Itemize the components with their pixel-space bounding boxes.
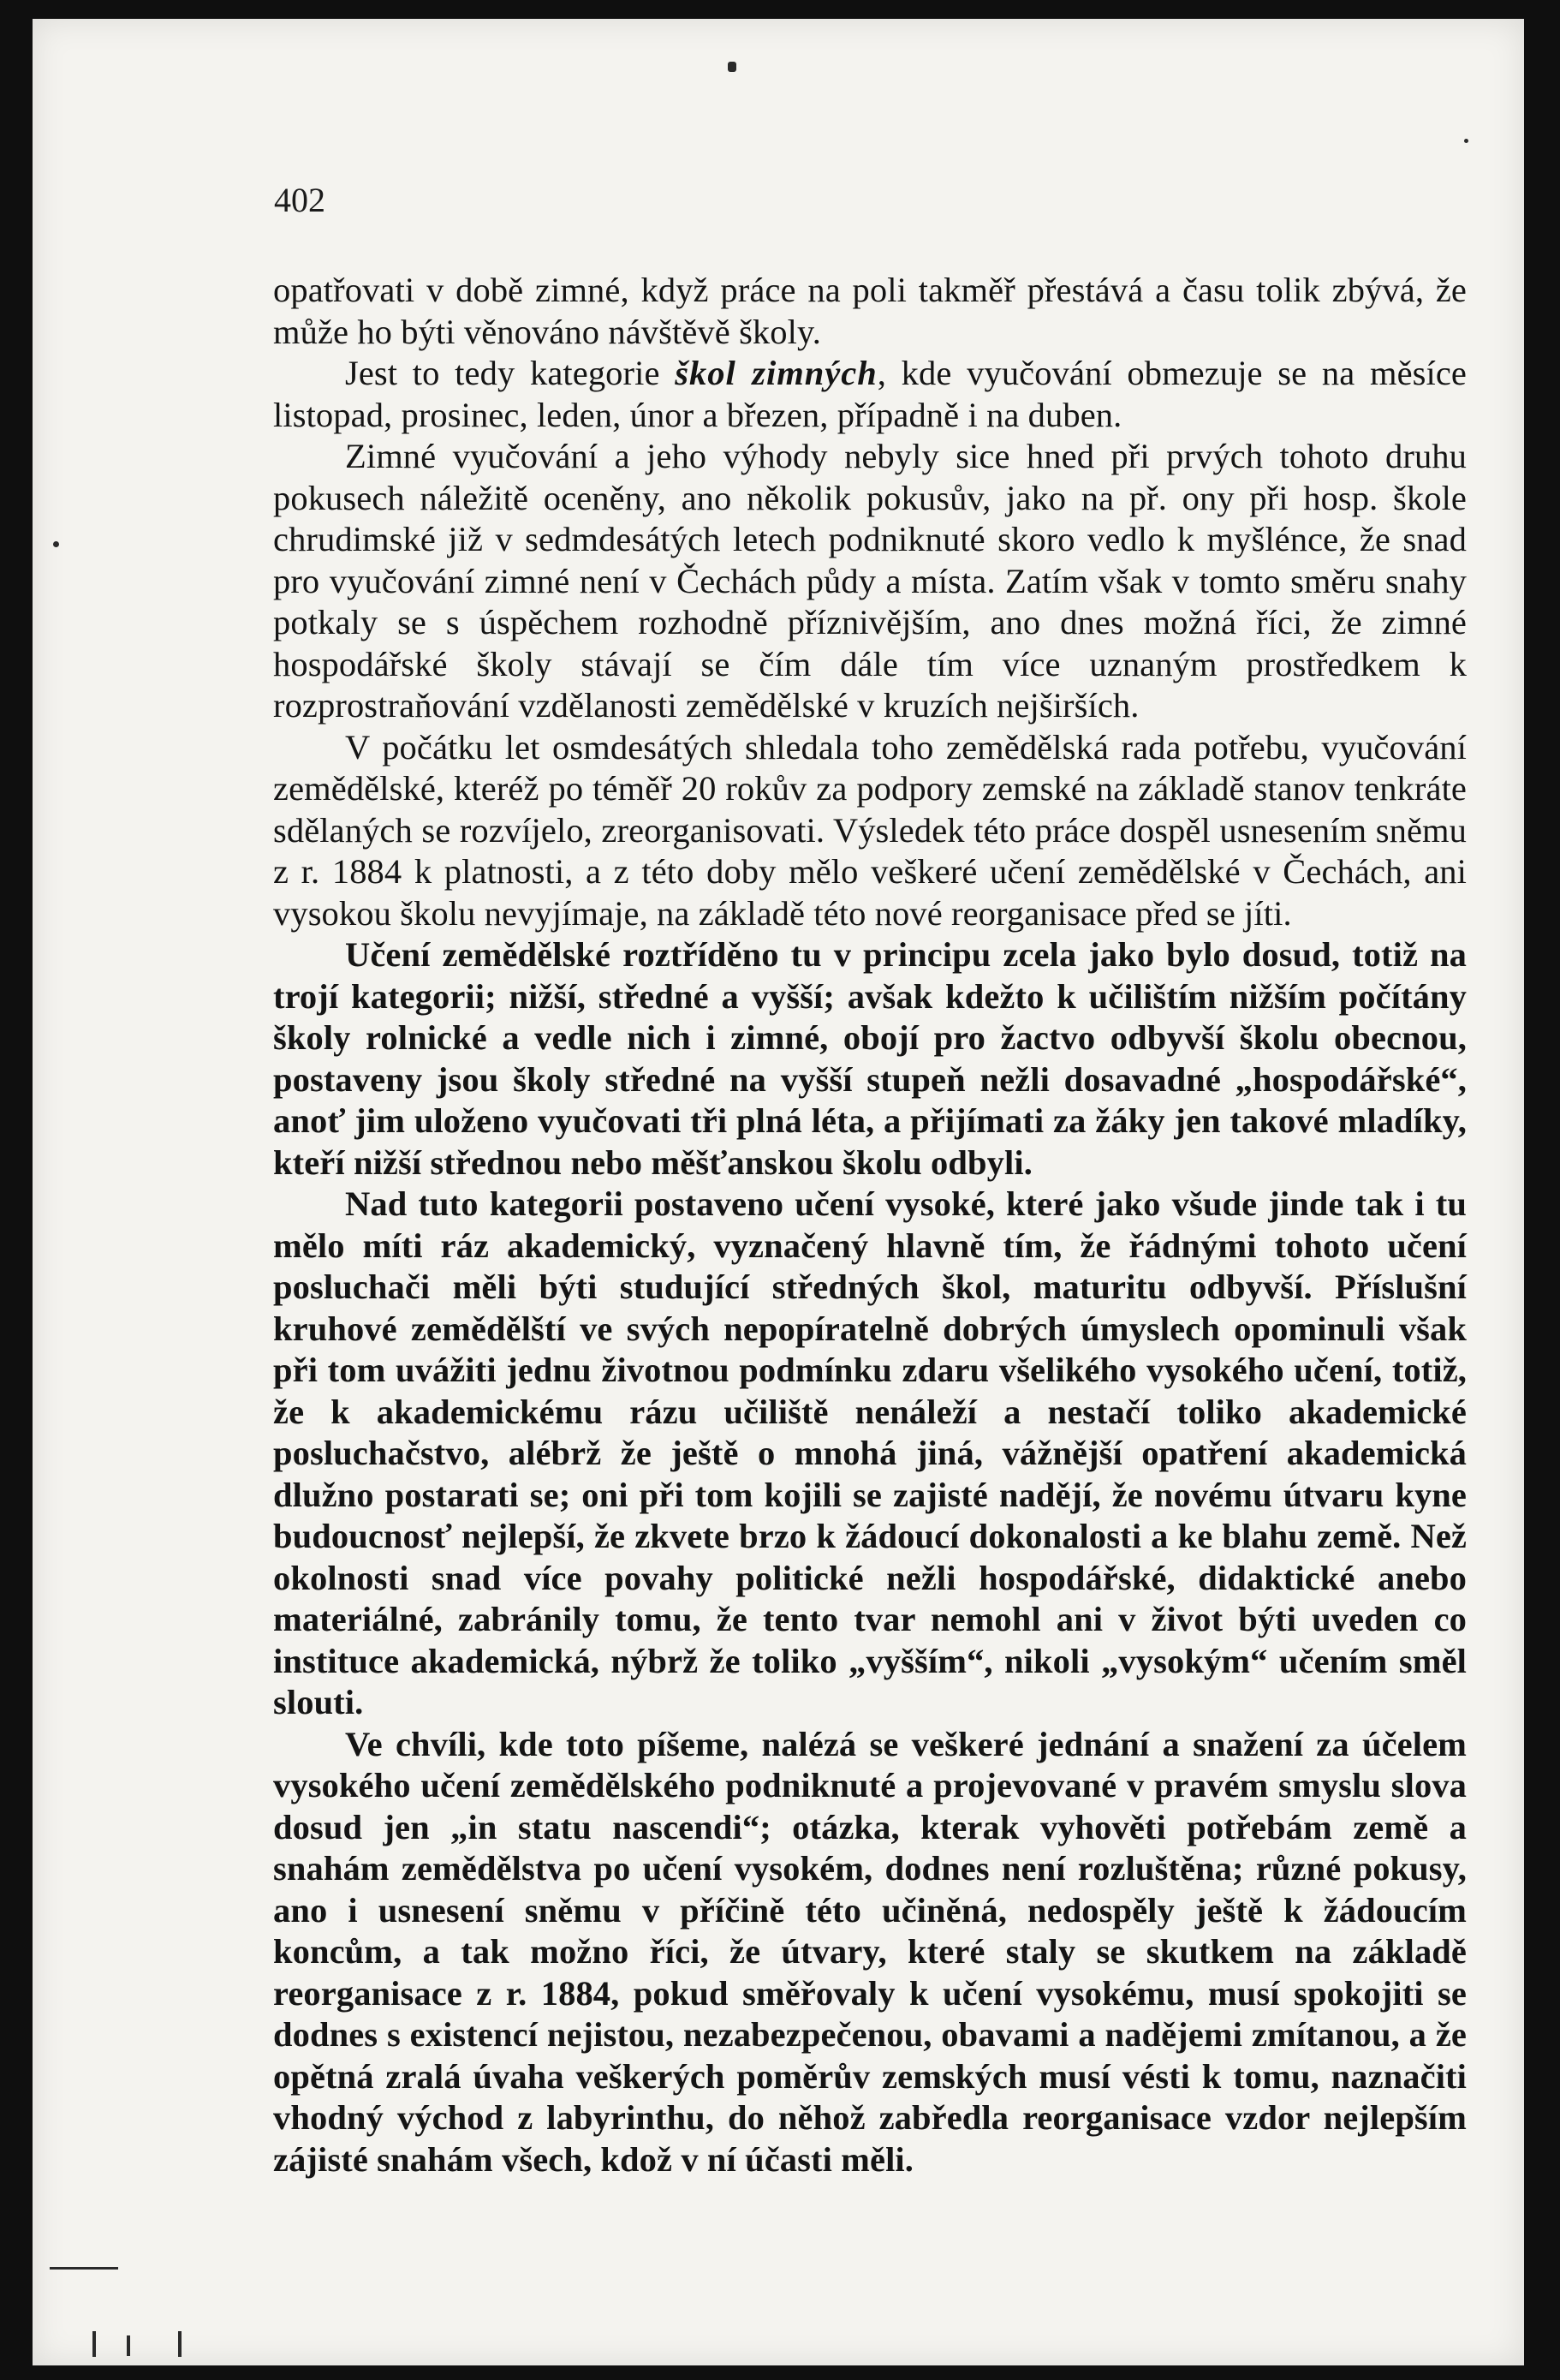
scan-ticks-bottom-2 bbox=[127, 2335, 130, 2356]
paragraph-5: Učení zemědělské roztříděno tu v principu zcela jako bylo dosud, totiž na trojí kategorii; nižší, středné a vyšší; avšak kdežto k učilištím nižším počítány školy rolnické a vedle nich i zimné, obojí pro žactvo odbyvší školu obecnou, postaveny jsou školy středné na vyšší stupeň nežli dosavadné „hospodářské“, anoť jim uloženo vyučovati tři plná léta, a přijímati za žáky jen takové mladíky, kteří nižší střednou nebo měšťanskou školu odbyli. bbox=[273, 935, 1467, 1182]
scan-speck-left bbox=[53, 541, 59, 547]
paragraph-2 bbox=[273, 353, 1467, 436]
scan-ticks-bottom bbox=[92, 2331, 96, 2357]
paragraph-1: opatřovati v době zimné, když práce na poli takměř přestává a času tolik zbývá, že může ho býti věnováno návštěvě školy. bbox=[273, 271, 1467, 351]
scan-dash-bottom bbox=[50, 2267, 118, 2270]
paragraph-7: Ve chvíli, kde toto píšeme, nalézá se veškeré jednání a snažení za účelem vysokého učení zemědělského podniknuté a projevované v pravém smyslu slova dosud jen „in statu nascendi“; otázka, kterak vyhověti potřebám země a snahám zemědělstva po učení vysokém, dodnes není rozluštěna; různé pokusy, ano i usnesení sněmu v příčině této učiněná, nedospěly ještě k žádoucím koncům, a tak možno říci, že útvary, které staly se skutkem na základě reorganisace z r. 1884, pokud směřovaly k učení vysokému, musí spokojiti se dodnes s existencí nejistou, nezabezpečenou, obavami a nadějemi zmítanou, a že opětná zralá úvaha veškerých poměrův zemských musí vésti k tomu, naznačiti vhodný východ z labyrinthu, do něhož zabředla reorganisace vzdor nejlepším zájisté snahám všech, kdož v ní účasti měli. bbox=[273, 1724, 1467, 2179]
scan-ticks-bottom-3 bbox=[178, 2331, 182, 2357]
scan-speck-right bbox=[1464, 139, 1468, 143]
body-text bbox=[273, 270, 1467, 2180]
paragraph-4: V počátku let osmdesátých shledala toho zemědělská rada potřebu, vyučování zemědělské, kteréž po téměř 20 rokův za podpory zemské na základě stanov tenkráte sdělaných se rozvíjelo, zreorganisovati. Výsledek této práce dospěl usnesením sněmu z r. 1884 k platnosti, a z této doby mělo veškeré učení zemědělské v Čechách, ani vysokou školu nevyjímaje, na základě této nové reorganisace před se jíti. bbox=[273, 727, 1467, 933]
paragraph-2-lead: Jest to tedy kategorie bbox=[345, 354, 676, 392]
term-skol-zimnych: škol zimných bbox=[675, 354, 878, 392]
scan-speck-top bbox=[728, 62, 736, 72]
scanned-page bbox=[33, 19, 1524, 2365]
paragraph-6: Nad tuto kategorii postaveno učení vysoké, které jako všude jinde tak i tu mělo míti ráz akademický, vyznačený hlavně tím, že řádnými tohoto učení posluchači měli býti studující středných škol, maturitu odbyvší. Příslušní kruhové zemědělští ve svých nepopíratelně dobrých úmyslech opominuli však při tom uvážiti jednu životnou podmínku zdaru všelikého vysokého učení, totiž, že k akademickému rázu učiliště nenáleží a nestačí toliko akademické posluchačstvo, alébrž že ještě o mnohá jiná, vážnější opatření akademická dlužno postarati se; oni při tom kojili se zajisté nadějí, že novému útvaru kyne budoucnosť nejlepší, že zkvete brzo k žádoucí dokonalosti a ke blahu země. Než okolnosti snad více povahy politické nežli hospodářské, didaktické anebo materiálné, zabránily tomu, že tento tvar nemohl ani v život býti uveden co instituce akademická, nýbrž že toliko „vyšším“, nikoli „vysokým“ učením směl slouti. bbox=[273, 1184, 1467, 1721]
paragraph-2-rest: , kde vyučování obmezuje se na měsíce listopad, prosinec, leden, únor a březen, případně i na duben. bbox=[273, 354, 1468, 434]
page-number: 402 bbox=[274, 181, 325, 219]
paragraph-3: Zimné vyučování a jeho výhody nebyly sice hned při prvých tohoto druhu pokusech náležitě oceněny, ano několik pokusův, jako na př. ony při hosp. škole chrudimské již v sedmdesátých letech podniknuté skoro vedlo k myšlénce, že snad pro vyučování zimné není v Čechách půdy a místa. Zatím však v tomto směru snahy potkaly se s úspěchem rozhodně příznivějším, ano dnes možná říci, že zimné hospodářské školy stávají se čím dále tím více uznaným prostředkem k rozprostraňování vzdělanosti zemědělské v kruzích nejširších. bbox=[273, 437, 1467, 725]
